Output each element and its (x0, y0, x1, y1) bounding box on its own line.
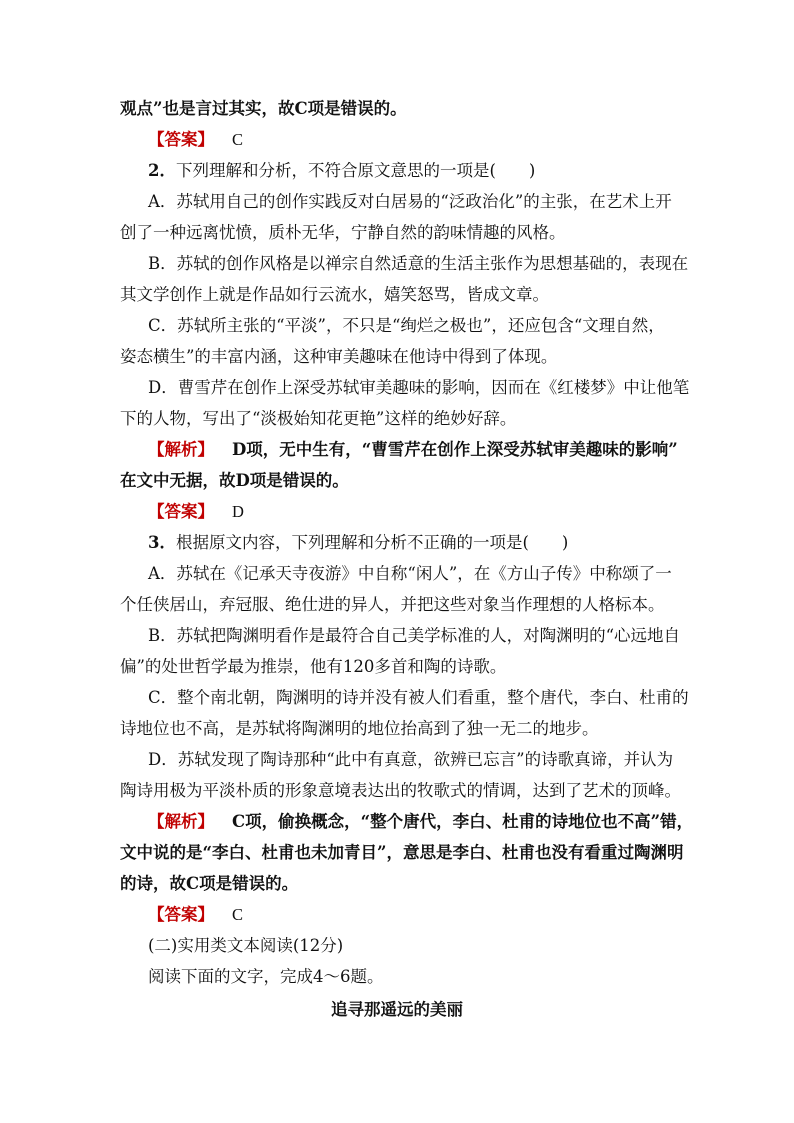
answer-3 (148, 905, 243, 925)
question-2 (148, 161, 535, 181)
q3-option-b-line1: B．苏轼把陶渊明看作是最符合自己美学标准的人，对陶渊明的“心远地自 (148, 626, 681, 645)
q2-option-b-line1: B．苏轼的创作风格是以禅宗自然适意的生活主张作为思想基础的，表现在 (148, 254, 689, 273)
analysis-text: C项，偷换概念，“整个唐代，李白、杜甫的诗地位也不高”错， (232, 812, 694, 831)
q2-option-a-line2: 创了一种远离忧愤，质朴无华，宁静自然的韵味情趣的风格。 (120, 223, 566, 242)
answer-label: 【答案】 (148, 130, 214, 149)
analysis-label: 【解析】 (148, 812, 214, 831)
q2-analysis-line2: 在文中无据，故D项是错误的。 (120, 471, 349, 490)
question-3 (148, 533, 568, 553)
q2-option-c-line2: 姿态横生”的丰富内涵，这种审美趣味在他诗中得到了体现。 (120, 347, 558, 366)
analysis-text: D项，无中生有，“曹雪芹在创作上深受苏轼审美趣味的影响” (232, 440, 678, 459)
answer-2 (148, 502, 244, 522)
instruction-text: 阅读下面的文字，完成4～6题。 (148, 967, 384, 986)
analysis-label: 【解析】 (148, 440, 214, 459)
q2-option-d-line2: 下的人物，写出了“淡极始知花更艳”这样的绝妙好辞。 (120, 409, 517, 428)
q3-option-d-line2: 陶诗用极为平淡朴质的形象意境表达出的牧歌式的情调，达到了艺术的顶峰。 (120, 781, 681, 800)
q2-analysis-line1 (148, 440, 678, 460)
question-number: 2． (148, 161, 176, 180)
q2-option-b-line2: 其文学创作上就是作品如行云流水，嬉笑怒骂，皆成文章。 (120, 285, 549, 304)
answer-1 (148, 130, 243, 150)
answer-label: 【答案】 (148, 905, 214, 924)
analysis-continuation: 观点”也是言过其实，故C项是错误的。 (120, 99, 407, 118)
q3-option-a-line2: 个任侠居山，弃冠服、绝仕进的异人，并把这些对象当作理想的人格标本。 (120, 595, 665, 614)
q3-analysis-line3: 的诗，故C项是错误的。 (120, 874, 299, 893)
question-text: 根据原文内容，下列理解和分析不正确的一项是( ) (175, 533, 569, 552)
question-number: 3． (148, 533, 176, 552)
section-heading: (二)实用类文本阅读(12分) (148, 936, 344, 955)
answer-value: C (232, 905, 244, 924)
question-text: 下列理解和分析，不符合原文意思的一项是( ) (175, 161, 536, 180)
answer-value: D (232, 502, 244, 521)
q3-option-d-line1: D．苏轼发现了陶诗那种“此中有真意，欲辨已忘言”的诗歌真谛，并认为 (148, 750, 674, 769)
q2-option-d-line1: D．曹雪芹在创作上深受苏轼审美趣味的影响，因而在《红楼梦》中让他笔 (148, 378, 690, 397)
q3-option-a-line1: A．苏轼在《记承天寺夜游》中自称“闲人”，在《方山子传》中称颂了一 (148, 564, 672, 583)
q3-analysis-line2: 文中说的是“李白、杜甫也未加青目”，意思是李白、杜甫也没有看重过陶渊明 (120, 843, 684, 862)
q3-analysis-line1 (148, 812, 693, 832)
q2-option-c-line1: C．苏轼所主张的“平淡”，不只是“绚烂之极也”，还应包含“文理自然， (148, 316, 665, 335)
q2-option-a-line1: A．苏轼用自己的创作实践反对白居易的“泛政治化”的主张，在艺术上开 (148, 192, 672, 211)
q3-option-c-line2: 诗地位也不高，是苏轼将陶渊明的地位抬高到了独一无二的地步。 (120, 719, 599, 738)
answer-label: 【答案】 (148, 502, 214, 521)
answer-value: C (232, 130, 244, 149)
q3-option-c-line1: C．整个南北朝，陶渊明的诗并没有被人们看重，整个唐代，李白、杜甫的 (148, 688, 689, 707)
q3-option-b-line2: 偏”的处世哲学最为推崇，他有120多首和陶的诗歌。 (120, 657, 507, 676)
article-title: 追寻那遥远的美丽 (331, 1000, 463, 1019)
